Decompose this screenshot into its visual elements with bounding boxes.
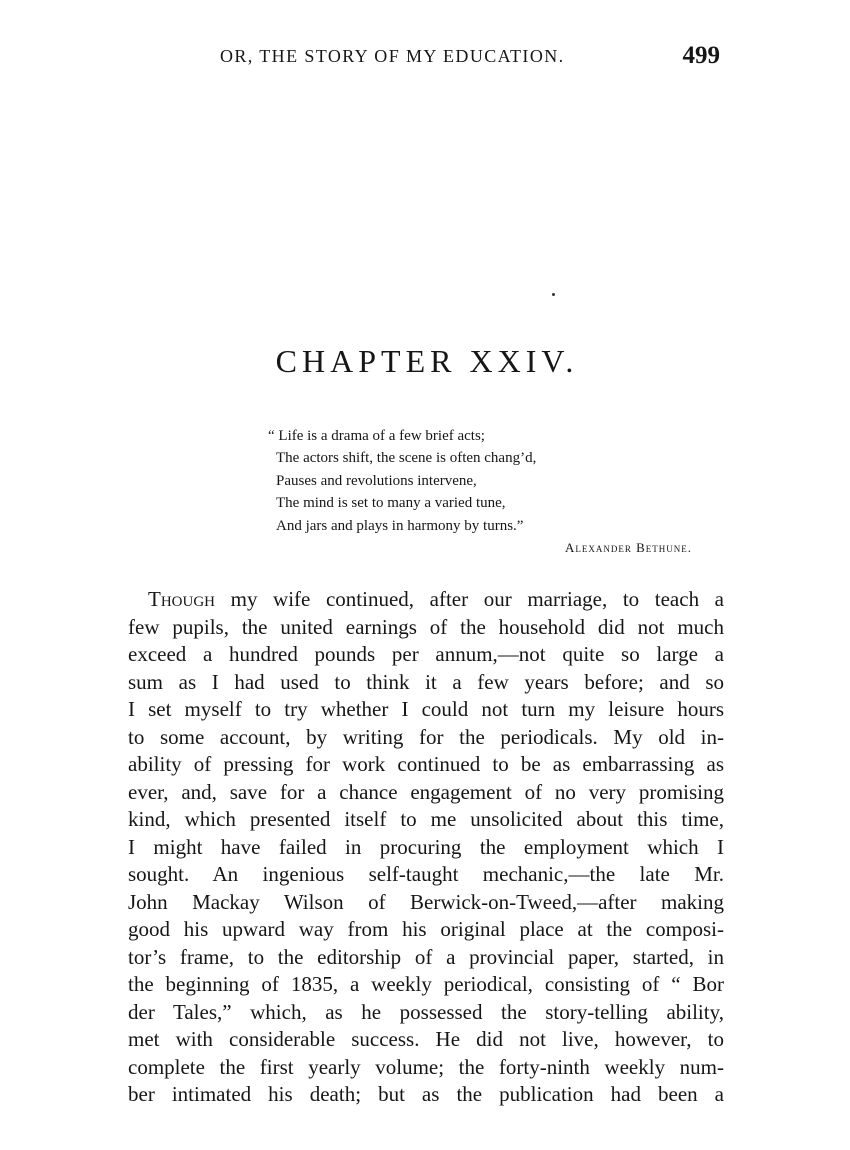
body-paragraph xyxy=(128,586,724,1109)
epigraph-line: Pauses and revolutions intervene, xyxy=(276,472,477,489)
body-line: ber intimated his death; but as the publication had been a xyxy=(128,1082,724,1106)
body-line xyxy=(128,586,724,614)
drop-word: Though xyxy=(148,587,215,611)
body-line: I might have failed in procuring the employment which I xyxy=(128,834,724,859)
epigraph-line: And jars and plays in harmony by turns.” xyxy=(276,517,524,534)
epigraph-line: The mind is set to many a varied tune, xyxy=(276,495,506,512)
first-line-text: my wife continued, after our marriage, to teach a xyxy=(215,587,724,611)
running-title: OR, THE STORY OF MY EDUCATION. xyxy=(220,46,565,66)
body-line: John Mackay Wilson of Berwick-on-Tweed,—after making xyxy=(128,889,724,914)
epigraph-line: The actors shift, the scene is often chang’d, xyxy=(276,450,537,467)
epigraph-attribution: Alexander Bethune. xyxy=(564,540,692,556)
body-line: ability of pressing for work continued to be as embarrassing as xyxy=(128,752,724,776)
body-line: the beginning of 1835, a weekly periodical, consisting of “ Bor xyxy=(128,972,724,996)
body-line: complete the first yearly volume; the forty-ninth weekly num- xyxy=(128,1054,724,1079)
body-line: exceed a hundred pounds per annum,—not quite so large a xyxy=(128,642,724,666)
chapter-heading: CHAPTER XXIV. xyxy=(275,343,579,379)
body-line: sum as I had used to think it a few years before; and so xyxy=(128,669,724,694)
epigraph-line: “ Life is a drama of a few brief acts; xyxy=(268,428,485,444)
body-line: met with considerable success. He did not live, however, to xyxy=(128,1027,724,1051)
body-line: kind, which presented itself to me unsolicited about this time, xyxy=(128,807,724,831)
body-line: der Tales,” which, as he possessed the story-telling ability, xyxy=(128,999,724,1024)
print-speck xyxy=(552,293,555,296)
running-head xyxy=(220,42,720,72)
body-line: to some account, by writing for the periodicals. My old in- xyxy=(128,724,724,749)
body-line: good his upward way from his original place at the composi- xyxy=(128,917,724,941)
body-line: sought. An ingenious self-taught mechanic,—the late Mr. xyxy=(128,862,724,886)
epigraph xyxy=(268,425,698,559)
body-line: few pupils, the united earnings of the household did not much xyxy=(128,614,724,639)
body-line: I set myself to try whether I could not turn my leisure hours xyxy=(128,697,724,721)
body-line: ever, and, save for a chance engagement of no very promising xyxy=(128,779,724,804)
page-number: 499 xyxy=(682,42,720,69)
body-line: tor’s frame, to the editorship of a provincial paper, started, in xyxy=(128,944,724,969)
